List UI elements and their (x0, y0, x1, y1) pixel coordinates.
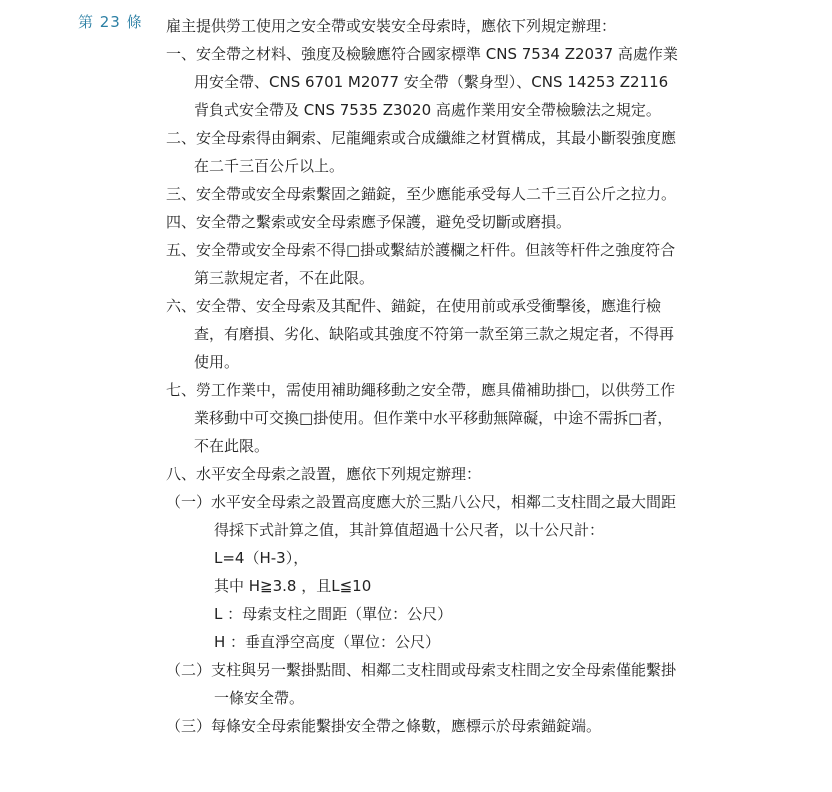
list-item-6: 六、安全帶、安全母索及其配件、錨錠，在使用前或承受衝擊後，應進行檢查，有磨損、劣化、缺陷或其強度不符第一款至第三款之規定者，不得再使用。 (166, 297, 675, 371)
subitem-1: （一）水平安全母索之設置高度應大於三點八公尺，相鄰二支柱間之最大間距得採下式計算之值，其計算值超過十公尺者，以十公尺計： (166, 493, 677, 539)
list-item-3: 三、安全帶或安全母索繫固之錨錠，至少應能承受每人二千三百公斤之拉力。 (166, 185, 677, 203)
formula-line-4: H ：垂直淨空高度（單位：公尺） (214, 633, 441, 651)
formula-line-2: 其中 H≧3.8 ，且L≦10 (214, 577, 372, 595)
article-content (166, 12, 686, 740)
list-item-2: 二、安全母索得由鋼索、尼龍繩索或合成纖維之材質構成，其最小斷裂強度應在二千三百公斤以上。 (166, 129, 677, 175)
formula-line-1: L=4（H-3）， (214, 549, 309, 567)
list-item-5: 五、安全帶或安全母索不得□掛或繫結於護欄之杆件。但該等杆件之強度符合第三款規定者，不在此限。 (166, 241, 676, 287)
subitem-3: （三）每條安全母索能繫掛安全帶之條數，應標示於母索錨錠端。 (166, 717, 602, 735)
list-item-4: 四、安全帶之繫索或安全母索應予保護，避免受切斷或磨損。 (166, 213, 572, 231)
subitem-2: （二）支柱與另一繫掛點間、相鄰二支柱間或母索支柱間之安全母索僅能繫掛一條安全帶。 (166, 661, 677, 707)
formula-line-3: L ：母索支柱之間距（單位：公尺） (214, 605, 453, 623)
list-item-1: 一、安全帶之材料、強度及檢驗應符合國家標準 CNS 7534 Z2037 高處作業用安全帶、CNS 6701 M2077 安全帶（繫身型）、CNS 14253 Z2116 背負式安全帶及 CNS 7535 Z3020 高處作業用安全帶檢驗法之規定。 (166, 45, 678, 119)
article-intro: 雇主提供勞工使用之安全帶或安裝安全母索時，應依下列規定辦理： (166, 17, 617, 35)
article-number: 第 23 條 (78, 13, 143, 31)
list-item-7: 七、勞工作業中，需使用補助繩移動之安全帶，應具備補助掛□，以供勞工作業移動中可交換□掛使用。但作業中水平移動無障礙，中途不需拆□者，不在此限。 (166, 381, 676, 455)
list-item-8: 八、水平安全母索之設置，應依下列規定辦理： (166, 465, 482, 483)
